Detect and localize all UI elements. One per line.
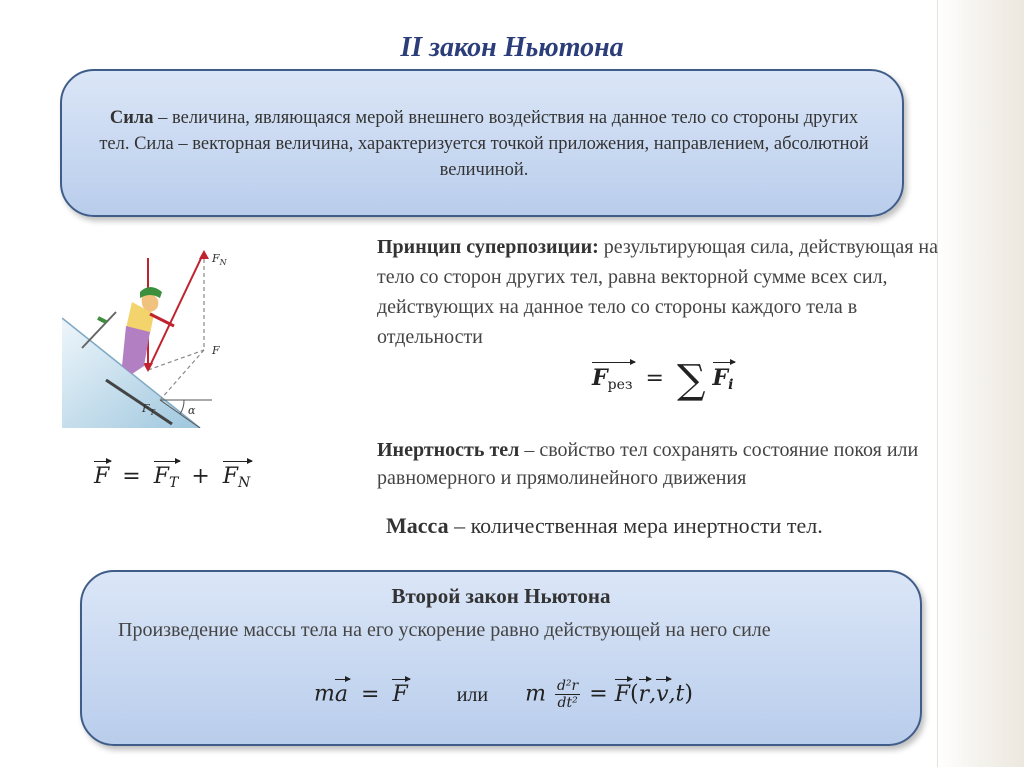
comma-2: ,	[668, 681, 676, 707]
inertia-paragraph	[377, 436, 977, 492]
skier-figure	[62, 240, 248, 428]
sum-symbol: ∑	[676, 357, 706, 403]
page-edge-line	[937, 0, 938, 767]
superposition-term: Принцип суперпозиции:	[377, 236, 599, 258]
mass-term: Масса	[386, 513, 449, 538]
equals-sign-2: =	[645, 366, 664, 391]
normal-force-label: $F_N$	[212, 252, 227, 267]
plus-sign: +	[191, 464, 210, 489]
force-vector-2: F	[392, 681, 408, 707]
resultant-vector: $F_{рез}$	[592, 365, 633, 393]
time-symbol: t	[675, 681, 685, 707]
angle-label: α	[188, 404, 196, 417]
component-vector: $F_i$	[712, 365, 734, 393]
superposition-paragraph	[377, 232, 957, 352]
inertia-term: Инертность тел	[377, 439, 520, 461]
close-paren: )	[684, 681, 693, 707]
resultant-force-label: F	[212, 344, 220, 357]
definition-term: Сила	[109, 108, 154, 128]
equals-sign-4: =	[589, 681, 615, 707]
radius-vector: r	[638, 681, 650, 707]
second-law-text: Произведение массы тела на его ускорение равно действующей на него силе	[118, 619, 771, 641]
mass-symbol: m	[314, 681, 335, 707]
superposition-formula	[592, 357, 733, 403]
inertia-body: – свойство тел сохранять состояние покоя или равномерного и прямолинейного движения	[377, 439, 919, 489]
acceleration-vector: a	[334, 681, 348, 707]
force-vector: F	[94, 464, 110, 489]
or-word: или	[456, 683, 489, 706]
force-vector-3: F	[614, 681, 630, 707]
mass-symbol-2: m	[525, 681, 546, 707]
mass-paragraph	[386, 511, 986, 541]
open-paren: (	[629, 681, 639, 707]
mass-body: – количественная мера инертности тел.	[448, 513, 823, 538]
second-law-title: Второй закон Ньютона	[391, 584, 611, 608]
equals-sign-3: =	[361, 681, 380, 707]
definition-text	[96, 105, 872, 183]
gravity-vector: $F_T$	[153, 464, 179, 491]
force-sum-formula	[94, 464, 250, 491]
velocity-vector: v	[656, 681, 669, 707]
fraction-numerator: d²r	[556, 678, 579, 694]
slide-title: II закон Ньютона	[400, 32, 624, 63]
page-edge	[938, 0, 1024, 767]
second-law-formula	[314, 678, 693, 711]
second-law-box	[80, 570, 922, 746]
fraction-denominator: dt²	[557, 695, 578, 711]
equals-sign: =	[122, 464, 141, 489]
gravity-force-label: $F_T$	[142, 402, 155, 417]
superposition-body: результирующая сила, действующая на тело со сторон других тел, равна векторной сумме всех сил, действующих на данное тело со стороны каждого тела в отдельности	[377, 236, 938, 348]
derivative-fraction	[555, 678, 580, 711]
definition-box	[60, 69, 904, 217]
definition-body: – величина, являющаяся мерой внешнего воздействия на данное тело со стороны других тел. Сила – векторная величина, характеризуется точкой приложения, направлением, абсолютной величиной.	[99, 108, 869, 180]
comma-1: ,	[649, 681, 657, 707]
normal-vector: $F_N$	[222, 464, 251, 491]
